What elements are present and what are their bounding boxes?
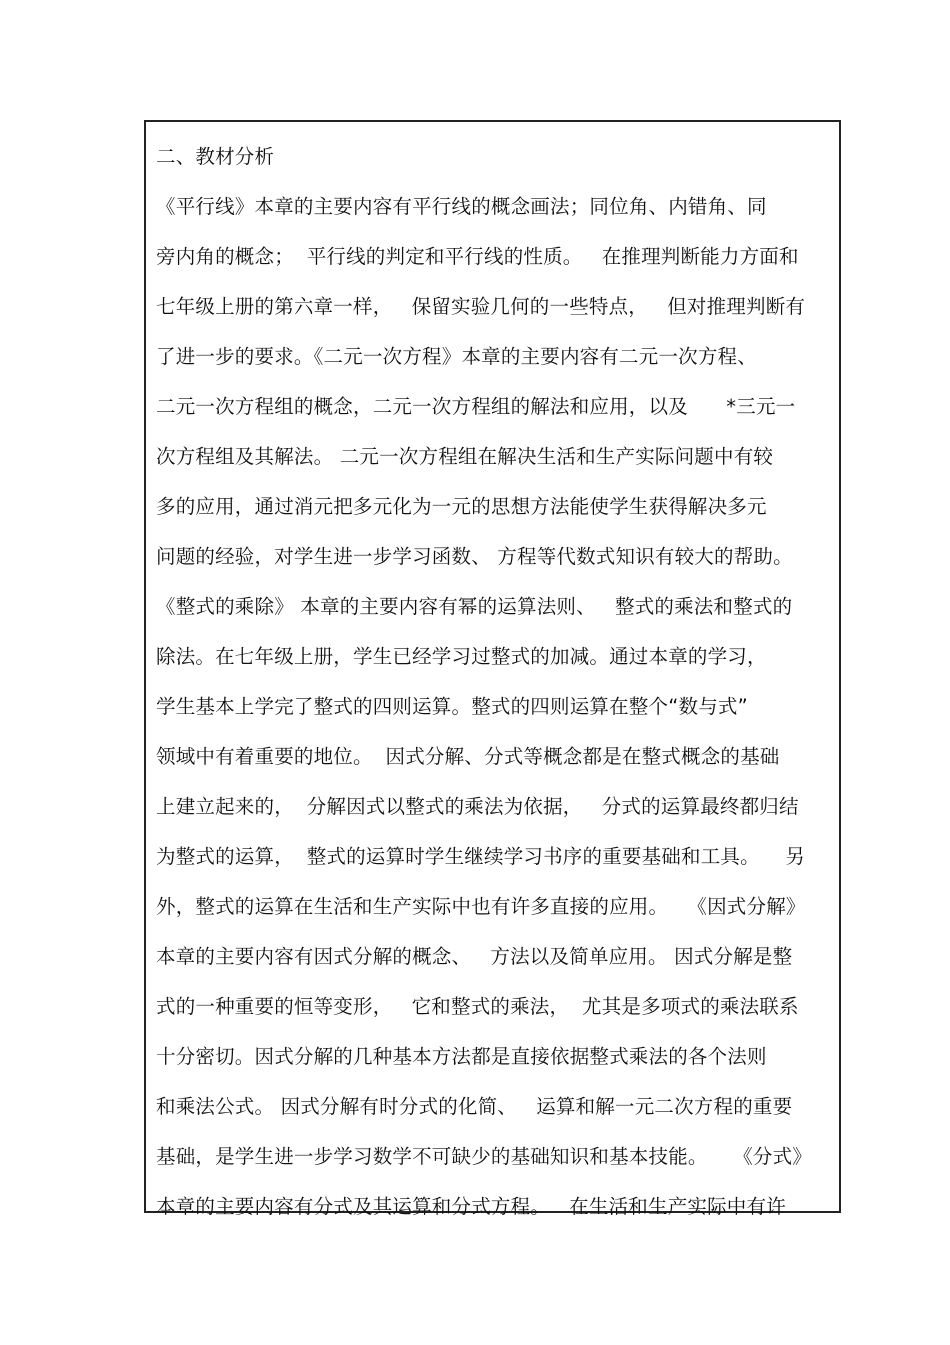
section-heading: 二、教材分析	[156, 145, 275, 168]
text-line: 《平行线》本章的主要内容有平行线的概念画法；同位角、内错角、同	[156, 195, 767, 218]
text-line: 多的应用，通过消元把多元化为一元的思想方法能使学生获得解决多元	[156, 495, 767, 518]
text-line: 本章的主要内容有因式分解的概念、 方法以及简单应用。 因式分解是整	[156, 945, 793, 968]
text-line: 和乘法公式。 因式分解有时分式的化简、 运算和解一元二次方程的重要	[156, 1095, 793, 1118]
text-line: 旁内角的概念； 平行线的判定和平行线的性质。 在推理判断能力方面和	[156, 245, 799, 268]
text-line: 上建立起来的， 分解因式以整式的乘法为依据， 分式的运算最终都归结	[156, 795, 799, 818]
text-line: 问题的经验，对学生进一步学习函数、 方程等代数式知识有较大的帮助。	[156, 545, 793, 568]
text-line: 《整式的乘除》 本章的主要内容有幂的运算法则、 整式的乘法和整式的	[156, 595, 793, 618]
text-line: 学生基本上学完了整式的四则运算。整式的四则运算在整个“数与式”	[156, 695, 748, 718]
text-line: 七年级上册的第六章一样， 保留实验几何的一些特点， 但对推理判断有	[156, 295, 806, 318]
text-line: 十分密切。因式分解的几种基本方法都是直接依据整式乘法的各个法则	[156, 1045, 767, 1068]
text-line: 基础，是学生进一步学习数学不可缺少的基础知识和基本技能。 《分式》	[156, 1145, 812, 1168]
text-line: 二元一次方程组的概念，二元一次方程组的解法和应用，以及 *三元一	[156, 395, 796, 418]
text-line: 式的一种重要的恒等变形， 它和整式的乘法， 尤其是多项式的乘法联系	[156, 995, 799, 1018]
text-line: 除法。在七年级上册，学生已经学习过整式的加减。通过本章的学习，	[156, 645, 767, 668]
text-line: 了进一步的要求。《二元一次方程》本章的主要内容有二元一次方程、	[156, 345, 757, 368]
text-line: 外，整式的运算在生活和生产实际中也有许多直接的应用。 《因式分解》	[156, 895, 806, 918]
document-frame	[144, 120, 841, 1218]
document-body	[156, 132, 833, 1232]
text-line: 为整式的运算， 整式的运算时学生继续学习书序的重要基础和工具。 另	[156, 845, 806, 868]
text-line: 本章的主要内容有分式及其运算和分式方程。 在生活和生产实际中有许	[156, 1195, 786, 1218]
text-line: 次方程组及其解法。 二元一次方程组在解决生活和生产实际问题中有较	[156, 445, 774, 468]
text-line: 领域中有着重要的地位。 因式分解、分式等概念都是在整式概念的基础	[156, 745, 780, 768]
